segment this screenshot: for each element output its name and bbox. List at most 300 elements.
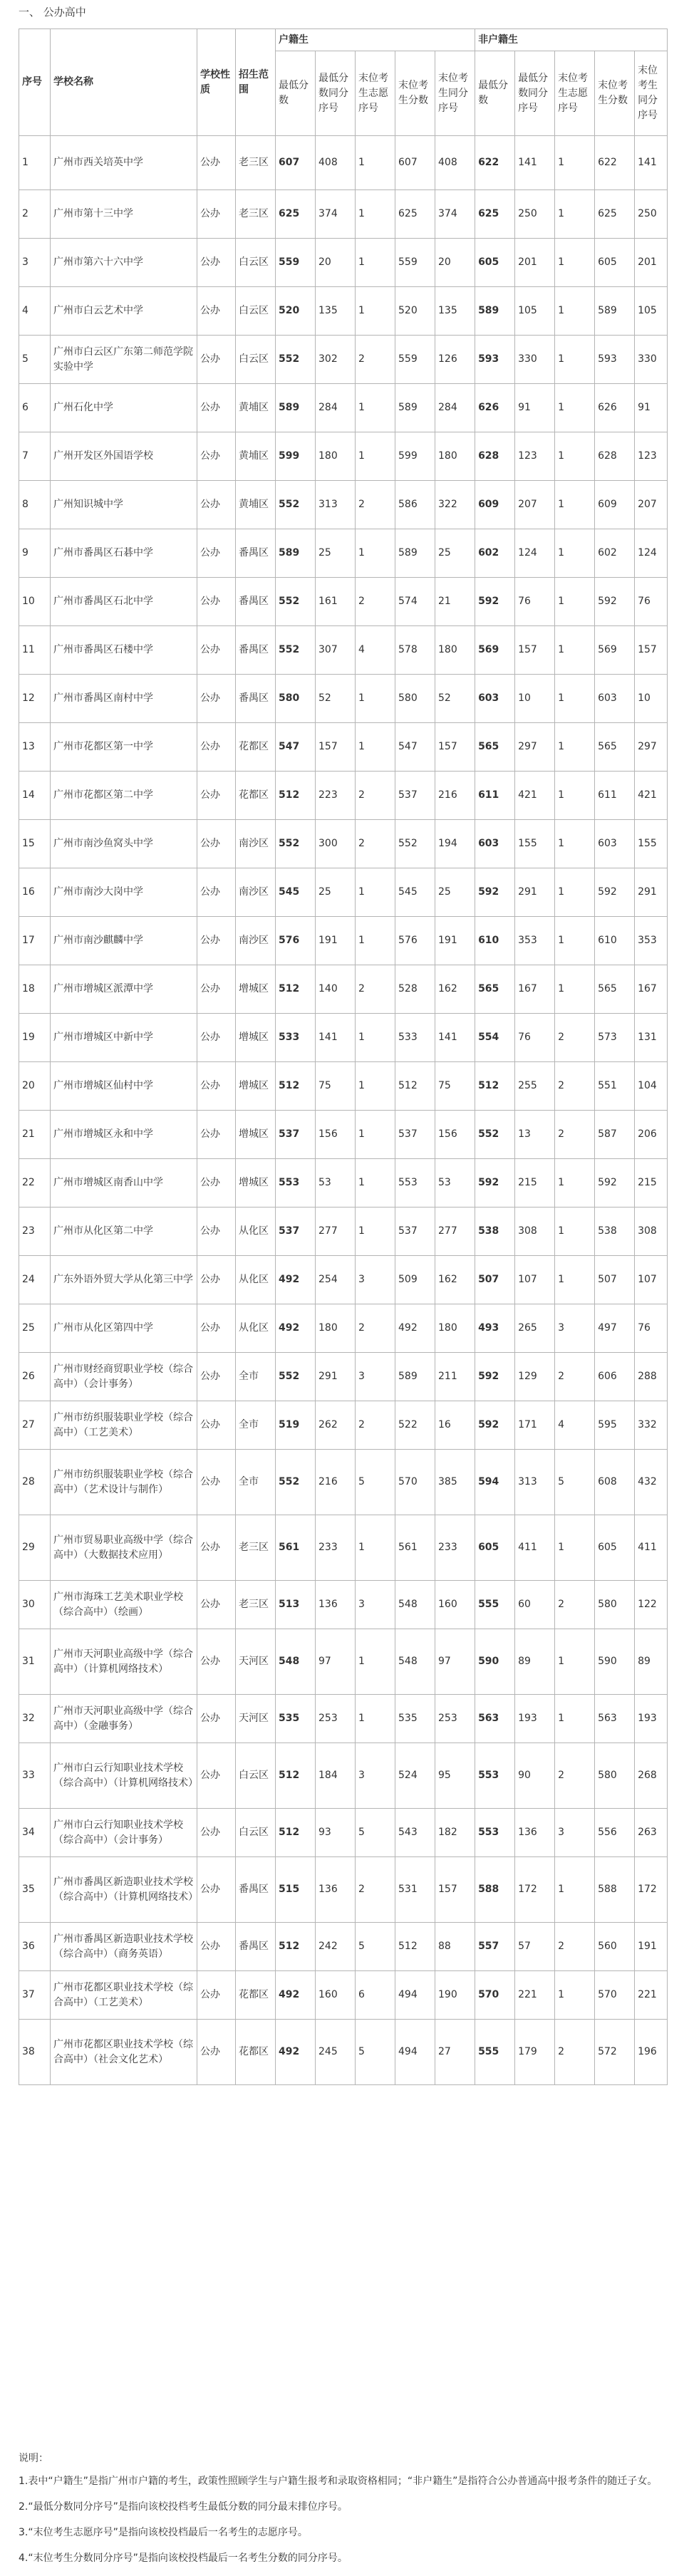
cell-hukou-last-score: 576 bbox=[395, 917, 435, 965]
note-item: 3.“末位考生志愿序号”是指向该校投档最后一名考生的志愿序号。 bbox=[19, 2527, 308, 2538]
cell-nonhukou-last-score: 592 bbox=[595, 1159, 635, 1208]
cell-hukou-last-rank: 52 bbox=[435, 675, 475, 723]
cell-hukou-last-wish: 1 bbox=[356, 1695, 395, 1743]
cell-hukou-min-rank: 52 bbox=[316, 675, 356, 723]
cell-nonhukou-last-rank: 124 bbox=[635, 529, 668, 578]
cell-hukou-last-wish: 1 bbox=[356, 868, 395, 917]
table-row bbox=[19, 384, 668, 432]
cell-hukou-min-rank: 277 bbox=[316, 1208, 356, 1256]
cell-hukou-last-wish: 2 bbox=[356, 772, 395, 820]
cell-hukou-last-wish: 1 bbox=[356, 529, 395, 578]
cell-seq: 31 bbox=[19, 1629, 51, 1695]
cell-nonhukou-last-rank: 76 bbox=[635, 578, 668, 626]
cell-nonhukou-last-wish: 1 bbox=[555, 1971, 595, 2020]
cell-nonhukou-last-rank: 411 bbox=[635, 1515, 668, 1581]
cell-hukou-last-wish: 2 bbox=[356, 1304, 395, 1353]
cell-nonhukou-last-wish: 1 bbox=[555, 1695, 595, 1743]
cell-hukou-last-score: 494 bbox=[395, 2020, 435, 2085]
cell-seq: 24 bbox=[19, 1256, 51, 1304]
cell-hukou-min-rank: 223 bbox=[316, 772, 356, 820]
cell-hukou-last-rank: 194 bbox=[435, 820, 475, 868]
cell-nonhukou-last-wish: 1 bbox=[555, 481, 595, 529]
cell-hukou-min-score: 512 bbox=[276, 1809, 316, 1857]
cell-nonhukou-last-score: 593 bbox=[595, 336, 635, 384]
cell-nonhukou-min-score: 592 bbox=[475, 578, 515, 626]
cell-school-nature: 公办 bbox=[197, 1581, 236, 1629]
cell-seq: 2 bbox=[19, 190, 51, 239]
cell-nonhukou-min-rank: 155 bbox=[515, 820, 555, 868]
cell-enroll-scope: 天河区 bbox=[236, 1695, 276, 1743]
cell-hukou-last-score: 553 bbox=[395, 1159, 435, 1208]
cell-hukou-min-rank: 313 bbox=[316, 481, 356, 529]
cell-hukou-last-wish: 1 bbox=[356, 432, 395, 481]
cell-school-nature: 公办 bbox=[197, 481, 236, 529]
cell-hukou-min-rank: 191 bbox=[316, 917, 356, 965]
note-item: 1.表中“户籍生”是指广州市户籍的考生，政策性照顾学生与户籍生报考和录取资格相同；“非户籍生”是指符合公办普通高中报考条件的随迁子女。 bbox=[19, 2476, 658, 2487]
cell-hukou-last-score: 548 bbox=[395, 1581, 435, 1629]
cell-hukou-last-rank: 95 bbox=[435, 1743, 475, 1809]
cell-school-nature: 公办 bbox=[197, 1062, 236, 1111]
cell-nonhukou-min-rank: 172 bbox=[515, 1857, 555, 1923]
cell-hukou-last-rank: 160 bbox=[435, 1581, 475, 1629]
cell-nonhukou-last-wish: 1 bbox=[555, 1159, 595, 1208]
cell-school-name: 广州市第十三中学 bbox=[51, 190, 197, 239]
cell-nonhukou-last-score: 551 bbox=[595, 1062, 635, 1111]
cell-school-nature: 公办 bbox=[197, 1401, 236, 1450]
cell-school-name: 广州市白云区广东第二师范学院实验中学 bbox=[51, 336, 197, 384]
cell-school-nature: 公办 bbox=[197, 1809, 236, 1857]
cell-hukou-last-score: 561 bbox=[395, 1515, 435, 1581]
cell-enroll-scope: 黄埔区 bbox=[236, 384, 276, 432]
table-row bbox=[19, 287, 668, 336]
cell-hukou-min-rank: 374 bbox=[316, 190, 356, 239]
cell-hukou-last-rank: 180 bbox=[435, 432, 475, 481]
header-hukou-min-rank: 最低分数同分序号 bbox=[316, 51, 356, 136]
cell-hukou-last-rank: 408 bbox=[435, 136, 475, 190]
table-row bbox=[19, 1743, 668, 1809]
table-row bbox=[19, 578, 668, 626]
cell-nonhukou-min-rank: 207 bbox=[515, 481, 555, 529]
cell-nonhukou-min-score: 552 bbox=[475, 1111, 515, 1159]
cell-nonhukou-last-score: 592 bbox=[595, 578, 635, 626]
cell-enroll-scope: 番禺区 bbox=[236, 1923, 276, 1971]
cell-school-name: 广州市增城区中新中学 bbox=[51, 1014, 197, 1062]
cell-hukou-last-rank: 27 bbox=[435, 2020, 475, 2085]
cell-hukou-min-rank: 93 bbox=[316, 1809, 356, 1857]
cell-hukou-min-score: 559 bbox=[276, 239, 316, 287]
cell-seq: 11 bbox=[19, 626, 51, 675]
cell-enroll-scope: 黄埔区 bbox=[236, 432, 276, 481]
cell-nonhukou-last-rank: 353 bbox=[635, 917, 668, 965]
table-row bbox=[19, 1695, 668, 1743]
cell-school-name: 广州市南沙大岗中学 bbox=[51, 868, 197, 917]
cell-nonhukou-min-score: 593 bbox=[475, 336, 515, 384]
cell-seq: 29 bbox=[19, 1515, 51, 1581]
cell-hukou-last-wish: 1 bbox=[356, 917, 395, 965]
cell-hukou-last-score: 607 bbox=[395, 136, 435, 190]
notes-section bbox=[19, 2451, 667, 2576]
table-row bbox=[19, 1809, 668, 1857]
table-row bbox=[19, 1208, 668, 1256]
cell-seq: 15 bbox=[19, 820, 51, 868]
cell-nonhukou-last-rank: 191 bbox=[635, 1923, 668, 1971]
header-seq: 序号 bbox=[19, 29, 51, 136]
cell-nonhukou-min-score: 589 bbox=[475, 287, 515, 336]
cell-nonhukou-last-wish: 2 bbox=[555, 1743, 595, 1809]
cell-hukou-last-rank: 16 bbox=[435, 1401, 475, 1450]
cell-hukou-min-rank: 135 bbox=[316, 287, 356, 336]
cell-nonhukou-min-rank: 313 bbox=[515, 1450, 555, 1515]
table-row bbox=[19, 1062, 668, 1111]
cell-hukou-min-rank: 233 bbox=[316, 1515, 356, 1581]
cell-nonhukou-last-score: 570 bbox=[595, 1971, 635, 2020]
cell-hukou-last-wish: 1 bbox=[356, 190, 395, 239]
cell-hukou-min-rank: 408 bbox=[316, 136, 356, 190]
cell-hukou-min-rank: 97 bbox=[316, 1629, 356, 1695]
cell-nonhukou-min-rank: 76 bbox=[515, 578, 555, 626]
cell-school-nature: 公办 bbox=[197, 1450, 236, 1515]
cell-hukou-last-score: 533 bbox=[395, 1014, 435, 1062]
cell-seq: 22 bbox=[19, 1159, 51, 1208]
cell-nonhukou-last-wish: 1 bbox=[555, 529, 595, 578]
cell-seq: 14 bbox=[19, 772, 51, 820]
cell-nonhukou-min-score: 605 bbox=[475, 239, 515, 287]
cell-school-nature: 公办 bbox=[197, 1857, 236, 1923]
cell-hukou-last-wish: 4 bbox=[356, 626, 395, 675]
cell-nonhukou-last-rank: 167 bbox=[635, 965, 668, 1014]
cell-enroll-scope: 老三区 bbox=[236, 136, 276, 190]
cell-hukou-min-score: 492 bbox=[276, 1304, 316, 1353]
cell-hukou-last-score: 570 bbox=[395, 1450, 435, 1515]
cell-nonhukou-last-rank: 91 bbox=[635, 384, 668, 432]
cell-seq: 23 bbox=[19, 1208, 51, 1256]
cell-nonhukou-last-rank: 206 bbox=[635, 1111, 668, 1159]
table-row bbox=[19, 1256, 668, 1304]
cell-nonhukou-min-rank: 179 bbox=[515, 2020, 555, 2085]
cell-nonhukou-min-score: 622 bbox=[475, 136, 515, 190]
cell-hukou-last-wish: 1 bbox=[356, 1208, 395, 1256]
header-hukou-group: 户籍生 bbox=[276, 29, 475, 51]
table-row bbox=[19, 1014, 668, 1062]
cell-nonhukou-last-rank: 215 bbox=[635, 1159, 668, 1208]
cell-nonhukou-last-rank: 89 bbox=[635, 1629, 668, 1695]
cell-nonhukou-last-wish: 2 bbox=[555, 1111, 595, 1159]
cell-hukou-last-rank: 211 bbox=[435, 1353, 475, 1401]
cell-nonhukou-last-wish: 2 bbox=[555, 1581, 595, 1629]
cell-nonhukou-last-rank: 288 bbox=[635, 1353, 668, 1401]
cell-seq: 5 bbox=[19, 336, 51, 384]
cell-nonhukou-min-score: 565 bbox=[475, 723, 515, 772]
cell-enroll-scope: 花都区 bbox=[236, 1971, 276, 2020]
table-row bbox=[19, 336, 668, 384]
cell-hukou-last-rank: 277 bbox=[435, 1208, 475, 1256]
table-row bbox=[19, 1353, 668, 1401]
cell-hukou-last-wish: 3 bbox=[356, 1581, 395, 1629]
notes-heading: 说明： bbox=[19, 2453, 48, 2464]
header-nonhukou-min-rank: 最低分数同分序号 bbox=[515, 51, 555, 136]
cell-nonhukou-last-score: 625 bbox=[595, 190, 635, 239]
cell-hukou-min-score: 552 bbox=[276, 481, 316, 529]
cell-nonhukou-min-rank: 421 bbox=[515, 772, 555, 820]
cell-hukou-last-wish: 2 bbox=[356, 965, 395, 1014]
cell-hukou-min-rank: 216 bbox=[316, 1450, 356, 1515]
cell-hukou-min-rank: 180 bbox=[316, 1304, 356, 1353]
cell-nonhukou-last-rank: 263 bbox=[635, 1809, 668, 1857]
cell-hukou-min-score: 492 bbox=[276, 1256, 316, 1304]
cell-nonhukou-min-score: 603 bbox=[475, 820, 515, 868]
cell-enroll-scope: 全市 bbox=[236, 1401, 276, 1450]
cell-nonhukou-last-rank: 141 bbox=[635, 136, 668, 190]
cell-nonhukou-last-score: 589 bbox=[595, 287, 635, 336]
cell-hukou-min-score: 548 bbox=[276, 1629, 316, 1695]
cell-nonhukou-last-wish: 1 bbox=[555, 287, 595, 336]
cell-school-nature: 公办 bbox=[197, 1304, 236, 1353]
cell-school-nature: 公办 bbox=[197, 529, 236, 578]
cell-hukou-min-score: 580 bbox=[276, 675, 316, 723]
cell-hukou-min-score: 576 bbox=[276, 917, 316, 965]
cell-nonhukou-last-score: 565 bbox=[595, 965, 635, 1014]
table-row bbox=[19, 190, 668, 239]
cell-enroll-scope: 增城区 bbox=[236, 1111, 276, 1159]
cell-hukou-min-score: 535 bbox=[276, 1695, 316, 1743]
cell-hukou-last-rank: 75 bbox=[435, 1062, 475, 1111]
cell-nonhukou-min-rank: 265 bbox=[515, 1304, 555, 1353]
cell-seq: 12 bbox=[19, 675, 51, 723]
cell-enroll-scope: 白云区 bbox=[236, 1809, 276, 1857]
cell-school-nature: 公办 bbox=[197, 190, 236, 239]
cell-hukou-min-score: 492 bbox=[276, 2020, 316, 2085]
cell-enroll-scope: 花都区 bbox=[236, 772, 276, 820]
cell-hukou-last-rank: 216 bbox=[435, 772, 475, 820]
cell-hukou-last-score: 492 bbox=[395, 1304, 435, 1353]
cell-nonhukou-min-score: 611 bbox=[475, 772, 515, 820]
cell-hukou-last-wish: 1 bbox=[356, 1159, 395, 1208]
table-row bbox=[19, 1401, 668, 1450]
cell-nonhukou-last-wish: 1 bbox=[555, 190, 595, 239]
cell-nonhukou-min-score: 493 bbox=[475, 1304, 515, 1353]
cell-nonhukou-last-wish: 1 bbox=[555, 1208, 595, 1256]
cell-nonhukou-last-rank: 76 bbox=[635, 1304, 668, 1353]
cell-nonhukou-last-rank: 432 bbox=[635, 1450, 668, 1515]
cell-hukou-last-score: 528 bbox=[395, 965, 435, 1014]
table-row bbox=[19, 1971, 668, 2020]
cell-hukou-last-score: 589 bbox=[395, 529, 435, 578]
cell-hukou-min-rank: 25 bbox=[316, 868, 356, 917]
cell-enroll-scope: 从化区 bbox=[236, 1256, 276, 1304]
cell-hukou-min-rank: 160 bbox=[316, 1971, 356, 2020]
cell-nonhukou-last-wish: 2 bbox=[555, 1062, 595, 1111]
cell-hukou-last-rank: 191 bbox=[435, 917, 475, 965]
cell-nonhukou-last-score: 628 bbox=[595, 432, 635, 481]
cell-seq: 32 bbox=[19, 1695, 51, 1743]
cell-enroll-scope: 从化区 bbox=[236, 1304, 276, 1353]
cell-hukou-min-score: 537 bbox=[276, 1208, 316, 1256]
cell-hukou-last-rank: 25 bbox=[435, 868, 475, 917]
cell-hukou-last-wish: 1 bbox=[356, 384, 395, 432]
cell-enroll-scope: 花都区 bbox=[236, 2020, 276, 2085]
cell-nonhukou-last-rank: 131 bbox=[635, 1014, 668, 1062]
cell-seq: 8 bbox=[19, 481, 51, 529]
cell-nonhukou-min-rank: 201 bbox=[515, 239, 555, 287]
cell-nonhukou-last-wish: 5 bbox=[555, 1450, 595, 1515]
cell-hukou-min-score: 547 bbox=[276, 723, 316, 772]
cell-nonhukou-last-wish: 1 bbox=[555, 965, 595, 1014]
cell-hukou-min-score: 589 bbox=[276, 529, 316, 578]
cell-nonhukou-last-score: 497 bbox=[595, 1304, 635, 1353]
cell-enroll-scope: 南沙区 bbox=[236, 868, 276, 917]
cell-hukou-min-score: 537 bbox=[276, 1111, 316, 1159]
cell-nonhukou-last-score: 592 bbox=[595, 868, 635, 917]
cell-hukou-last-rank: 53 bbox=[435, 1159, 475, 1208]
cell-hukou-last-score: 512 bbox=[395, 1062, 435, 1111]
cell-hukou-last-score: 531 bbox=[395, 1857, 435, 1923]
cell-hukou-min-score: 513 bbox=[276, 1581, 316, 1629]
cell-seq: 28 bbox=[19, 1450, 51, 1515]
cell-nonhukou-last-wish: 4 bbox=[555, 1401, 595, 1450]
cell-nonhukou-min-score: 590 bbox=[475, 1629, 515, 1695]
cell-nonhukou-last-rank: 330 bbox=[635, 336, 668, 384]
cell-hukou-min-score: 553 bbox=[276, 1159, 316, 1208]
cell-seq: 38 bbox=[19, 2020, 51, 2085]
cell-seq: 9 bbox=[19, 529, 51, 578]
cell-nonhukou-min-score: 553 bbox=[475, 1743, 515, 1809]
cell-nonhukou-min-score: 625 bbox=[475, 190, 515, 239]
cell-hukou-last-wish: 3 bbox=[356, 1353, 395, 1401]
cell-nonhukou-min-rank: 57 bbox=[515, 1923, 555, 1971]
cell-school-name: 广州市花都区第二中学 bbox=[51, 772, 197, 820]
cell-school-nature: 公办 bbox=[197, 626, 236, 675]
cell-nonhukou-last-rank: 172 bbox=[635, 1857, 668, 1923]
cell-hukou-min-score: 545 bbox=[276, 868, 316, 917]
cell-nonhukou-min-score: 602 bbox=[475, 529, 515, 578]
cell-nonhukou-min-score: 553 bbox=[475, 1809, 515, 1857]
cell-school-nature: 公办 bbox=[197, 675, 236, 723]
cell-school-name: 广州市从化区第四中学 bbox=[51, 1304, 197, 1353]
header-non-hukou-group: 非户籍生 bbox=[475, 29, 668, 51]
cell-hukou-last-rank: 374 bbox=[435, 190, 475, 239]
cell-hukou-last-rank: 97 bbox=[435, 1629, 475, 1695]
cell-nonhukou-last-score: 603 bbox=[595, 675, 635, 723]
cell-hukou-min-score: 561 bbox=[276, 1515, 316, 1581]
cell-hukou-min-score: 552 bbox=[276, 1450, 316, 1515]
cell-school-name: 广州市花都区职业技术学校（综合高中）（社会文化艺术） bbox=[51, 2020, 197, 2085]
cell-hukou-last-wish: 1 bbox=[356, 136, 395, 190]
cell-enroll-scope: 花都区 bbox=[236, 723, 276, 772]
cell-seq: 7 bbox=[19, 432, 51, 481]
cell-hukou-last-wish: 1 bbox=[356, 1629, 395, 1695]
cell-seq: 33 bbox=[19, 1743, 51, 1809]
cell-school-name: 广州市从化区第二中学 bbox=[51, 1208, 197, 1256]
cell-school-name: 广州市天河职业高级中学（综合高中）（计算机网络技术） bbox=[51, 1629, 197, 1695]
cell-hukou-min-score: 552 bbox=[276, 1353, 316, 1401]
cell-school-nature: 公办 bbox=[197, 1695, 236, 1743]
cell-enroll-scope: 番禺区 bbox=[236, 626, 276, 675]
cell-nonhukou-min-score: 557 bbox=[475, 1923, 515, 1971]
cell-hukou-min-rank: 253 bbox=[316, 1695, 356, 1743]
cell-hukou-last-rank: 322 bbox=[435, 481, 475, 529]
cell-hukou-min-rank: 307 bbox=[316, 626, 356, 675]
cell-school-name: 广州市番禺区石北中学 bbox=[51, 578, 197, 626]
cell-enroll-scope: 老三区 bbox=[236, 1515, 276, 1581]
header-hukou-min-score: 最低分数 bbox=[276, 51, 316, 136]
cell-seq: 25 bbox=[19, 1304, 51, 1353]
cell-school-name: 广州市南沙鱼窝头中学 bbox=[51, 820, 197, 868]
cell-hukou-last-score: 578 bbox=[395, 626, 435, 675]
cell-hukou-last-rank: 182 bbox=[435, 1809, 475, 1857]
cell-hukou-last-wish: 1 bbox=[356, 239, 395, 287]
cell-hukou-min-score: 512 bbox=[276, 1923, 316, 1971]
cell-nonhukou-last-rank: 201 bbox=[635, 239, 668, 287]
table-row bbox=[19, 1111, 668, 1159]
cell-enroll-scope: 白云区 bbox=[236, 287, 276, 336]
cell-nonhukou-last-wish: 3 bbox=[555, 1809, 595, 1857]
cell-school-name: 广州市白云行知职业技术学校（综合高中）（计算机网络技术） bbox=[51, 1743, 197, 1809]
cell-nonhukou-min-score: 609 bbox=[475, 481, 515, 529]
cell-nonhukou-last-score: 626 bbox=[595, 384, 635, 432]
cell-hukou-last-rank: 156 bbox=[435, 1111, 475, 1159]
cell-hukou-min-rank: 262 bbox=[316, 1401, 356, 1450]
cell-school-name: 广州市天河职业高级中学（综合高中）（金融事务） bbox=[51, 1695, 197, 1743]
cell-hukou-min-score: 512 bbox=[276, 1743, 316, 1809]
cell-school-nature: 公办 bbox=[197, 917, 236, 965]
cell-nonhukou-min-score: 592 bbox=[475, 1159, 515, 1208]
table-row bbox=[19, 1304, 668, 1353]
cell-nonhukou-min-score: 565 bbox=[475, 965, 515, 1014]
cell-hukou-min-rank: 136 bbox=[316, 1857, 356, 1923]
cell-seq: 20 bbox=[19, 1062, 51, 1111]
cell-nonhukou-last-score: 538 bbox=[595, 1208, 635, 1256]
cell-nonhukou-min-score: 563 bbox=[475, 1695, 515, 1743]
cell-nonhukou-last-wish: 2 bbox=[555, 2020, 595, 2085]
cell-nonhukou-min-score: 610 bbox=[475, 917, 515, 965]
header-nonhukou-min-score: 最低分数 bbox=[475, 51, 515, 136]
cell-hukou-last-wish: 5 bbox=[356, 2020, 395, 2085]
cell-school-nature: 公办 bbox=[197, 287, 236, 336]
cell-hukou-last-wish: 5 bbox=[356, 1450, 395, 1515]
cell-enroll-scope: 番禺区 bbox=[236, 675, 276, 723]
cell-nonhukou-min-rank: 330 bbox=[515, 336, 555, 384]
cell-nonhukou-min-rank: 353 bbox=[515, 917, 555, 965]
cell-hukou-min-score: 552 bbox=[276, 336, 316, 384]
cell-nonhukou-last-score: 569 bbox=[595, 626, 635, 675]
cell-enroll-scope: 番禺区 bbox=[236, 529, 276, 578]
cell-nonhukou-last-rank: 122 bbox=[635, 1581, 668, 1629]
cell-nonhukou-last-score: 606 bbox=[595, 1353, 635, 1401]
cell-hukou-min-score: 512 bbox=[276, 965, 316, 1014]
cell-nonhukou-min-rank: 250 bbox=[515, 190, 555, 239]
cell-nonhukou-min-rank: 107 bbox=[515, 1256, 555, 1304]
cell-school-name: 广州市西关培英中学 bbox=[51, 136, 197, 190]
cell-hukou-min-rank: 302 bbox=[316, 336, 356, 384]
cell-nonhukou-last-rank: 155 bbox=[635, 820, 668, 868]
header-hukou-last-wish: 末位考生志愿序号 bbox=[356, 51, 395, 136]
cell-hukou-min-score: 552 bbox=[276, 820, 316, 868]
cell-hukou-last-rank: 135 bbox=[435, 287, 475, 336]
cell-hukou-last-wish: 2 bbox=[356, 481, 395, 529]
cell-nonhukou-min-score: 603 bbox=[475, 675, 515, 723]
cell-nonhukou-min-score: 554 bbox=[475, 1014, 515, 1062]
cell-hukou-last-rank: 180 bbox=[435, 1304, 475, 1353]
cell-school-nature: 公办 bbox=[197, 136, 236, 190]
cell-nonhukou-min-score: 626 bbox=[475, 384, 515, 432]
cell-hukou-min-rank: 180 bbox=[316, 432, 356, 481]
cell-school-nature: 公办 bbox=[197, 384, 236, 432]
cell-hukou-last-rank: 20 bbox=[435, 239, 475, 287]
cell-hukou-min-rank: 284 bbox=[316, 384, 356, 432]
table-body bbox=[19, 136, 668, 2085]
cell-nonhukou-last-rank: 104 bbox=[635, 1062, 668, 1111]
cell-nonhukou-last-score: 611 bbox=[595, 772, 635, 820]
